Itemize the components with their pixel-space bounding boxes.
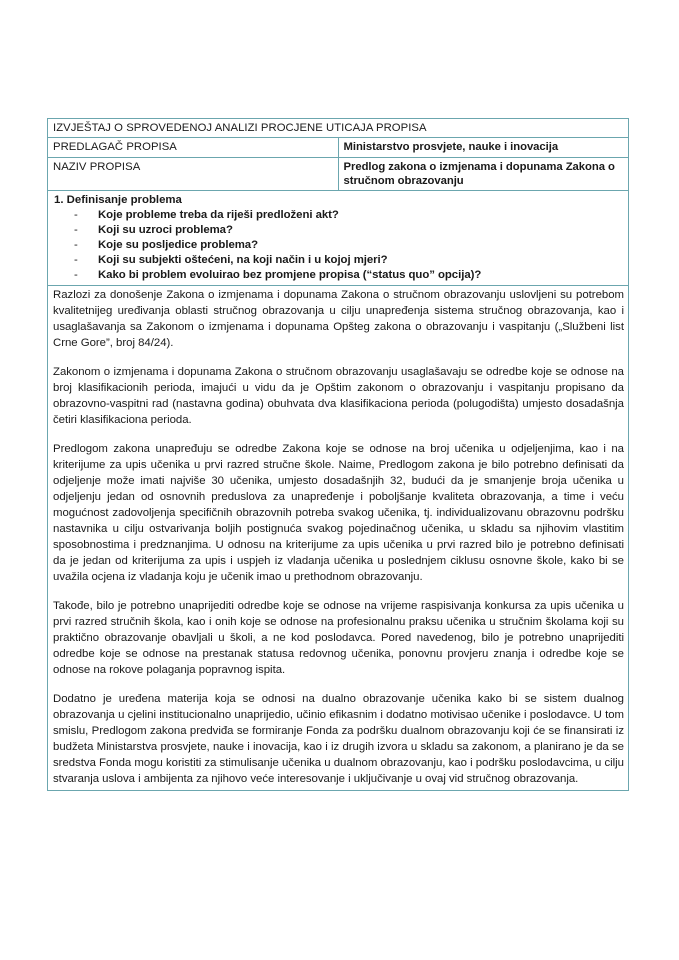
dash-bullet-icon: - (74, 269, 78, 282)
section-heading: 1. Definisanje problema (54, 194, 182, 207)
table-row-problem-definition (48, 191, 629, 286)
dash-bullet-icon: - (74, 239, 78, 252)
question-text: Koji su subjekti oštećeni, na koji način i u kojoj mjeri? (98, 254, 388, 267)
body-paragraph: Zakonom o izmjenama i dopunama Zakona o stručnom obrazovanju usaglašavaju se odredbe koje se odnose na broj klasifikacionih perioda, imajući u vidu da je Opštim zakonom o obrazovanju i vaspitanju propisano da obrazovno-vaspitni rad (nastavna godina) obuhvata dva klasifikaciona perioda (polugodišta) umjesto dosadašnja četiri klasifikaciona perioda. (53, 366, 624, 427)
dash-bullet-icon: - (74, 254, 78, 267)
label-naziv-propisa: NAZIV PROPISA (48, 157, 339, 191)
question-list-item (53, 268, 624, 283)
dash-bullet-icon: - (74, 209, 78, 222)
body-paragraph: Takođe, bilo je potrebno unaprijediti odredbe koje se odnose na vrijeme raspisivanja konkursa za upis učenika u prvi razred stručnih škola, kao i onih koje se odnose na profesionalnu praksu učenika u stručnim školama koji su praktično obrazovanje obavljali u školi, a ne kod poslodavca. Pored navedenog, bilo je potrebno unaprijediti odredbe koje se odnose na prestanak statusa redovnog učenika, ponovnu provjeru znanja i odredbe koje se odnose na rokove polaganja popravnog ispita. (53, 599, 624, 676)
body-text-cell (48, 286, 629, 790)
question-list (53, 208, 624, 283)
report-title: IZVJEŠTAJ O SPROVEDENOJ ANALIZI PROCJENE UTICAJA PROPISA (48, 119, 629, 138)
section-problem-definition (48, 191, 629, 286)
question-list-item (53, 253, 624, 268)
question-list-item (53, 223, 624, 238)
body-paragraph: Predlogom zakona unapređuju se odredbe Zakona koje se odnose na broj učenika u odjeljenjima, kao i na kriterijume za upis učenika u prvi razred stručne škole. Naime, Predlogom zakona je bilo potrebno definisati da odjeljenje može imati najviše 30 učenika, umjesto dosadašnjih 32, budući da je smanjenje broja učenika u odjeljenju jedan od osnovnih preduslova za unapređenje i poboljšanje kvaliteta obrazovanja, a time i veću mogućnost zadovoljenja specifičnih obrazovnih potreba svakog učenika, tj. individualizovanu obrazovnu podršku nastavnika u cilju ostvarivanja boljih postignuća svakog pojedinačnog učenika, u skladu sa njihovim vlastitim sposobnostima i predznanjima. U odnosu na kriterijume za upis učenika u prvi razred bilo je potrebno definisati da je jedan od kriterijuma za upis i uspjeh iz vladanja učenika u poslednjem ciklusu osnovne škole, kako bi se uvažila ocjena iz vladanja koju je učenik imao u prethodnom obrazovanju. (53, 443, 624, 583)
dash-bullet-icon: - (74, 224, 78, 237)
question-list-item (53, 208, 624, 223)
question-text: Koji su uzroci problema? (98, 224, 233, 237)
label-predlagac-propisa: PREDLAGAČ PROPISA (48, 138, 339, 157)
table-row-proposer (48, 138, 629, 157)
table-row-report-title (48, 119, 629, 138)
question-text: Kako bi problem evoluirao bez promjene propisa (“status quo” opcija)? (98, 269, 482, 282)
question-text: Koje su posljedice problema? (98, 239, 259, 252)
question-list-item (53, 238, 624, 253)
body-paragraph: Razlozi za donošenje Zakona o izmjenama i dopunama Zakona o stručnom obrazovanju uslovljeni su potrebom kvalitetnijeg uređivanja oblasti stručnog obrazovanja u cilju unapređenja sistema stručnog obrazovanja, kao i usaglašavanja sa Zakonom o izmjenama i dopunama Opšteg zakona o obrazovanju i vaspitanju („Službeni list Crne Gore”, broj 84/24). (53, 289, 624, 350)
value-naziv-propisa: Predlog zakona o izmjenama i dopunama Zakona o stručnom obrazovanju (338, 157, 629, 191)
question-text: Koje probleme treba da riješi predloženi akt? (98, 209, 339, 222)
ria-report-table (47, 118, 629, 791)
table-row-body-text (48, 286, 629, 790)
table-row-regulation-name (48, 157, 629, 191)
value-predlagac-propisa: Ministarstvo prosvjete, nauke i inovacija (338, 138, 629, 157)
body-paragraph: Dodatno je uređena materija koja se odnosi na dualno obrazovanje učenika kako bi se sistem dualnog obrazovanja u cjelini institucionalno unaprijedio, učinio efikasnim i dodatno motivisao učenike i poslodavce. U tom smislu, Predlogom zakona predviđa se formiranje Fonda za podršku dualnom obrazovanju koji će se finansirati iz budžeta Ministarstva prosvjete, nauke i inovacija, kao i iz drugih izvora u skladu sa zakonom, a planirano je da se sredstva Fonda mogu koristiti za stimulisanje učenika u dualnom obrazovanju, kao i podršku poslodavcima, u cilju stvaranja uslova i ambijenta za njihovo veće interesovanje i uključivanje u ovaj vid stručnog obrazovanja. (53, 692, 624, 785)
